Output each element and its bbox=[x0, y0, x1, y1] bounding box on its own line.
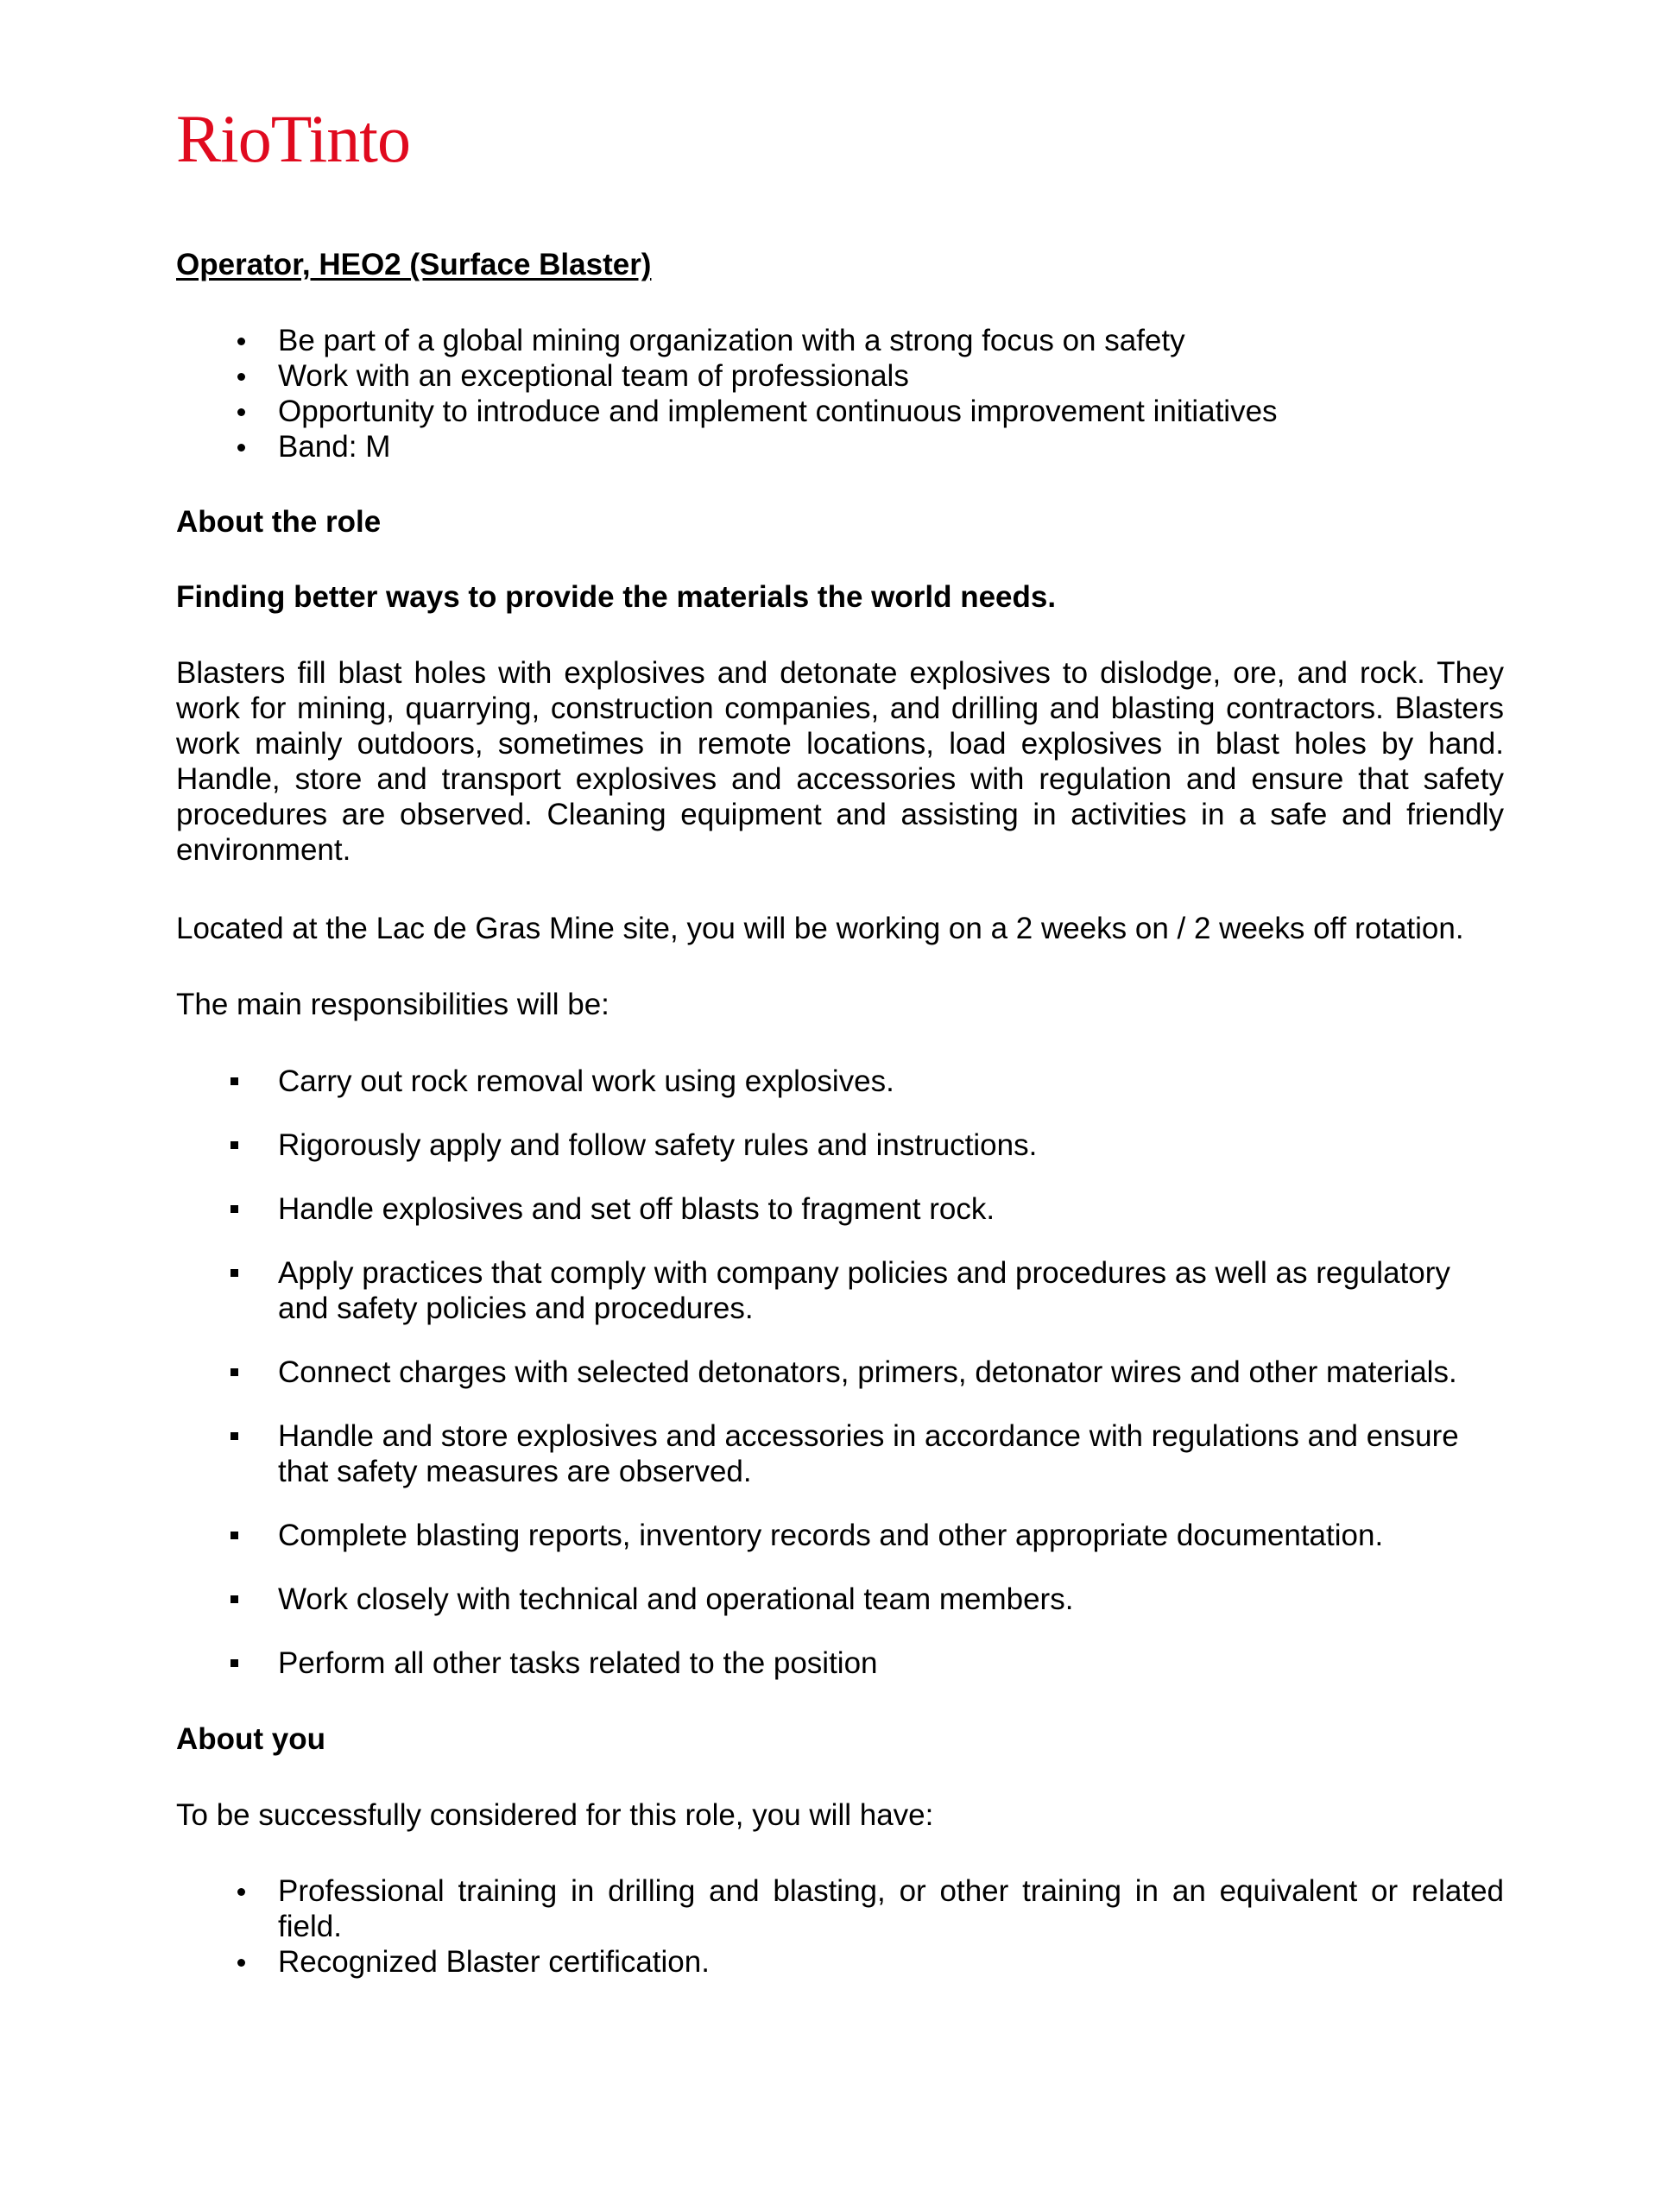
bullet-square-icon bbox=[231, 1205, 238, 1213]
bullet-square-icon bbox=[231, 1269, 238, 1277]
bullet-dot-icon bbox=[237, 1959, 245, 1967]
bullet-dot-icon bbox=[237, 444, 245, 452]
requirement-text: Recognized Blaster certification. bbox=[278, 1945, 710, 1979]
bullet-square-icon bbox=[231, 1595, 238, 1603]
responsibility-item bbox=[176, 1518, 1504, 1553]
responsibility-text: Work closely with technical and operational team members. bbox=[278, 1582, 1074, 1616]
bullet-dot-icon bbox=[237, 373, 245, 381]
requirement-item bbox=[176, 1944, 1504, 1980]
about-you-heading: About you bbox=[176, 1722, 326, 1756]
highlight-text: Opportunity to introduce and implement continuous improvement initiatives bbox=[278, 395, 1278, 428]
highlight-item bbox=[176, 358, 1504, 394]
requirements-list bbox=[176, 1873, 1504, 1980]
responsibility-text: Carry out rock removal work using explosives. bbox=[278, 1064, 894, 1098]
highlight-text: Band: M bbox=[278, 430, 391, 464]
bullet-square-icon bbox=[231, 1532, 238, 1539]
bullet-square-icon bbox=[231, 1141, 238, 1149]
role-description: Blasters fill blast holes with explosives and detonate explosives to dislodge, ore, and rock. They work for mining, quarrying, construction companies, and drilling and blasting contractors. Blasters work mainly outdoors, sometimes in remote locations, load explosives in blast holes by hand. Handle, store and transport explosives and accessories with regulation and ensure that safety procedures are observed. Cleaning equipment and assisting in activities in a safe and friendly environment. bbox=[176, 656, 1504, 867]
requirement-text: Professional training in drilling and blasting, or other training in an equivalent or related field. bbox=[278, 1874, 1504, 1943]
responsibility-text: Complete blasting reports, inventory records and other appropriate documentation. bbox=[278, 1519, 1384, 1552]
responsibility-item bbox=[176, 1355, 1504, 1390]
bullet-dot-icon bbox=[237, 338, 245, 345]
bullet-square-icon bbox=[231, 1368, 238, 1376]
about-you-intro: To be successfully considered for this role, you will have: bbox=[176, 1798, 934, 1832]
highlight-item bbox=[176, 323, 1504, 358]
about-role-heading: About the role bbox=[176, 505, 382, 539]
responsibility-text: Perform all other tasks related to the position bbox=[278, 1646, 878, 1680]
responsibility-item bbox=[176, 1191, 1504, 1227]
bullet-square-icon bbox=[231, 1432, 238, 1440]
responsibility-item bbox=[176, 1255, 1504, 1326]
highlight-text: Be part of a global mining organization with a strong focus on safety bbox=[278, 324, 1185, 357]
bullet-dot-icon bbox=[237, 408, 245, 416]
responsibility-text: Connect charges with selected detonators, primers, detonator wires and other materials. bbox=[278, 1355, 1457, 1389]
rio-tinto-logo: RioTinto bbox=[176, 101, 410, 176]
highlights-list bbox=[176, 323, 1504, 464]
responsibility-text: Handle explosives and set off blasts to fragment rock. bbox=[278, 1192, 995, 1226]
responsibilities-list bbox=[176, 1064, 1504, 1709]
responsibility-item bbox=[176, 1418, 1504, 1489]
location-text: Located at the Lac de Gras Mine site, you will be working on a 2 weeks on / 2 weeks off rotation. bbox=[176, 912, 1464, 945]
responsibility-text: Apply practices that comply with company policies and procedures as well as regulatory and safety policies and procedures. bbox=[278, 1256, 1450, 1325]
responsibility-text: Handle and store explosives and accessories in accordance with regulations and ensure that safety measures are observed. bbox=[278, 1419, 1459, 1488]
responsibility-item bbox=[176, 1064, 1504, 1099]
responsibility-text: Rigorously apply and follow safety rules and instructions. bbox=[278, 1128, 1038, 1162]
requirement-item bbox=[176, 1873, 1504, 1944]
bullet-square-icon bbox=[231, 1077, 238, 1085]
highlight-item bbox=[176, 429, 1504, 464]
bullet-dot-icon bbox=[237, 1888, 245, 1896]
highlight-text: Work with an exceptional team of professionals bbox=[278, 359, 909, 393]
responsibility-item bbox=[176, 1645, 1504, 1681]
about-role-subheading: Finding better ways to provide the materials the world needs. bbox=[176, 580, 1057, 614]
responsibility-item bbox=[176, 1582, 1504, 1617]
highlight-item bbox=[176, 394, 1504, 429]
bullet-square-icon bbox=[231, 1659, 238, 1667]
responsibilities-intro: The main responsibilities will be: bbox=[176, 988, 609, 1021]
responsibility-item bbox=[176, 1127, 1504, 1163]
job-title: Operator, HEO2 (Surface Blaster) bbox=[176, 248, 652, 281]
